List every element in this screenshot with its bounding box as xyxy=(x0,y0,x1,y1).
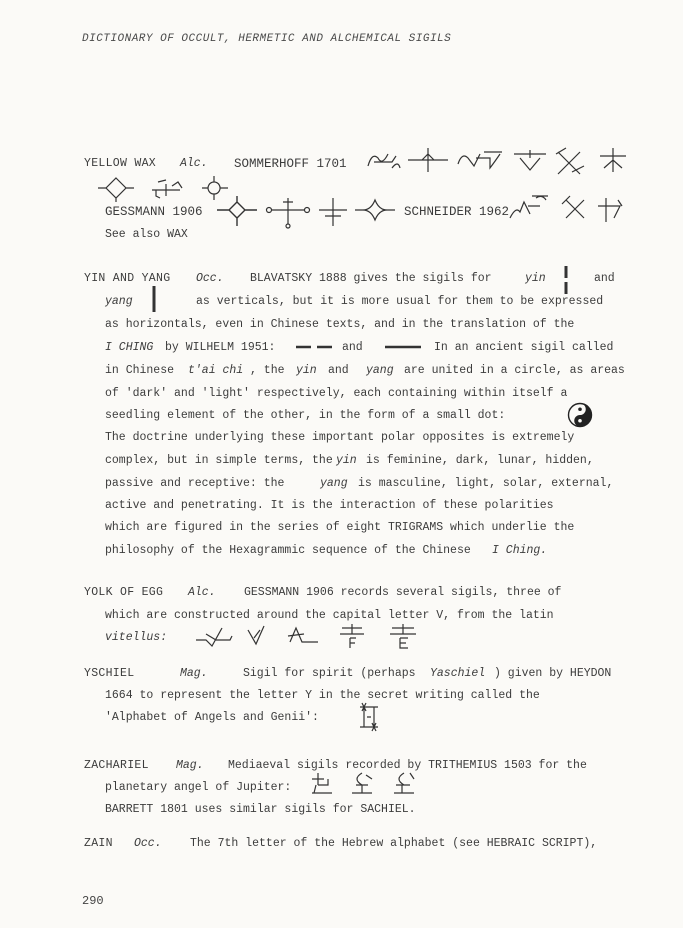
sigil-row-sommerhoff xyxy=(364,146,639,176)
text-line: yang xyxy=(105,295,133,308)
text-line: 1664 to represent the letter Y in the secret writing called the xyxy=(105,689,540,702)
text-line: Mediaeval sigils recorded by TRITHEMIUS 1503 for the xyxy=(228,759,587,772)
text-line: t'ai chi xyxy=(188,364,244,377)
yang-vertical-sigil xyxy=(150,286,158,312)
category: Occ. xyxy=(134,837,162,850)
text-line: and xyxy=(342,341,363,354)
headword: YELLOW WAX xyxy=(84,157,157,170)
headword: YOLK OF EGG xyxy=(84,586,164,599)
sigil-row-vitellus xyxy=(192,620,432,650)
headword: ZACHARIEL xyxy=(84,759,149,772)
sigil-row-schneider xyxy=(506,192,626,226)
page-number: 290 xyxy=(82,894,104,908)
text-line: ) given by HEYDON xyxy=(494,667,612,680)
text-line: by WILHELM 1951: xyxy=(165,341,276,354)
headword: YSCHIEL xyxy=(84,667,135,680)
text-line: Sigil for spirit (perhaps xyxy=(243,667,416,680)
headword: YIN AND YANG xyxy=(84,272,171,285)
headword: ZAIN xyxy=(84,837,113,850)
text-line: are united in a circle, as areas xyxy=(404,364,625,377)
text-line: In an ancient sigil called xyxy=(434,341,614,354)
text-line: is feminine, dark, lunar, hidden, xyxy=(366,454,594,467)
text-line: active and penetrating. It is the interaction of these polarities xyxy=(105,499,554,512)
text-line: I CHING xyxy=(105,341,154,354)
text-line: which are figured in the series of eight TRIGRAMS which underlie the xyxy=(105,521,575,534)
text-line: passive and receptive: the xyxy=(105,477,285,490)
source: GESSMANN 1906 xyxy=(105,205,203,219)
text-line: planetary angel of Jupiter: xyxy=(105,781,292,794)
sigil-row-jupiter xyxy=(310,771,420,797)
text-line: 'Alphabet of Angels and Genii': xyxy=(105,711,319,724)
source: SOMMERHOFF 1701 xyxy=(234,157,347,171)
text-line: of 'dark' and 'light' respectively, each containing within itself a xyxy=(105,387,568,400)
text-line: in Chinese xyxy=(105,364,175,377)
text-line: which are constructed around the capital letter V, from the latin xyxy=(105,609,554,622)
category: Alc. xyxy=(188,586,216,599)
sigil-row-gessmann xyxy=(215,194,395,232)
text-line: philosophy of the Hexagrammic sequence of the Chinese xyxy=(105,544,471,557)
text-line: vitellus: xyxy=(105,631,168,644)
text-line: yang xyxy=(366,364,394,377)
yschiel-sigil xyxy=(358,702,380,732)
text-line: yin xyxy=(296,364,317,377)
text-line: yin xyxy=(525,272,546,285)
text-line: yang xyxy=(320,477,348,490)
category: Occ. xyxy=(196,272,224,285)
yang-horizontal-sigil xyxy=(385,342,421,352)
text-line: and xyxy=(594,272,615,285)
text-line: as horizontals, even in Chinese texts, and in the translation of the xyxy=(105,318,575,331)
text-line: as verticals, but it is more usual for them to be expressed xyxy=(196,295,604,308)
tai-chi-icon xyxy=(567,402,593,428)
category: Alc. xyxy=(180,157,208,170)
text-line: I Ching. xyxy=(492,544,548,557)
text-line: , the xyxy=(250,364,285,377)
category: Mag. xyxy=(176,759,204,772)
text-line: Yaschiel xyxy=(430,667,486,680)
running-header: DICTIONARY OF OCCULT, HERMETIC AND ALCHEMICAL SIGILS xyxy=(82,33,452,45)
yin-vertical-sigil xyxy=(562,266,570,294)
text-line: GESSMANN 1906 records several sigils, three of xyxy=(244,586,562,599)
source: SCHNEIDER 1962 xyxy=(404,205,510,219)
text-line: seedling element of the other, in the form of a small dot: xyxy=(105,409,506,422)
text-line: BARRETT 1801 uses similar sigils for SACHIEL. xyxy=(105,803,416,816)
text-line: The 7th letter of the Hebrew alphabet (see HEBRAIC SCRIPT), xyxy=(190,837,598,850)
see-also: See also WAX xyxy=(105,228,188,241)
text-line: yin xyxy=(336,454,357,467)
yin-horizontal-sigil xyxy=(296,342,332,352)
text-line: BLAVATSKY 1888 gives the sigils for xyxy=(250,272,492,285)
text-line: is masculine, light, solar, external, xyxy=(358,477,614,490)
text-line: The doctrine underlying these important polar opposites is extremely xyxy=(105,431,575,444)
text-line: and xyxy=(328,364,349,377)
category: Mag. xyxy=(180,667,208,680)
text-line: complex, but in simple terms, the xyxy=(105,454,333,467)
